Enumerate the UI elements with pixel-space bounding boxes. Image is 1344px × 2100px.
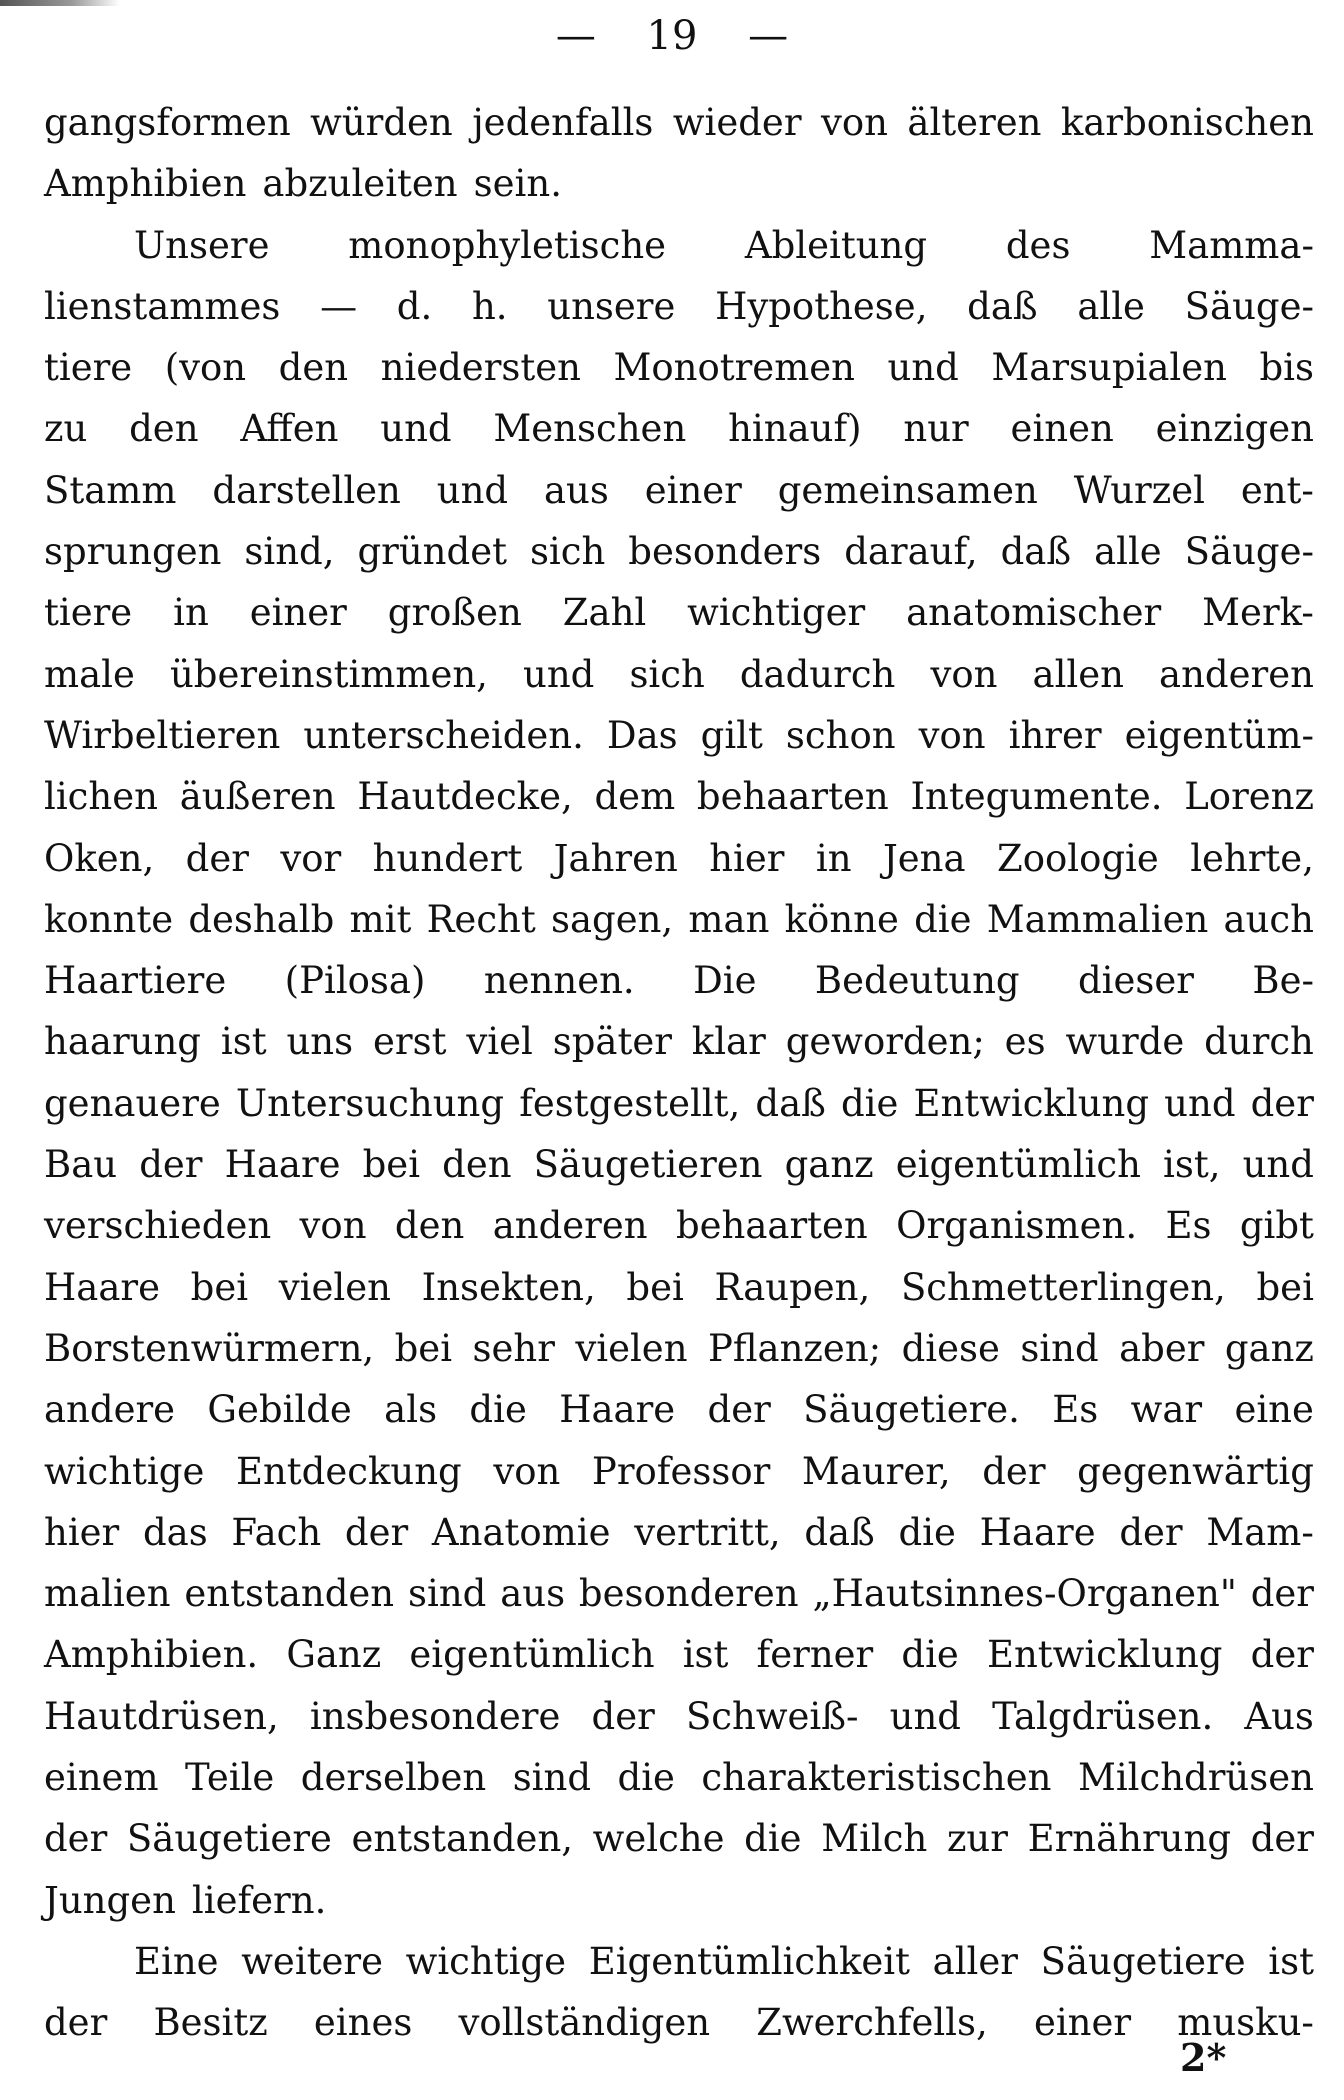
word: wichtige [44, 1449, 205, 1493]
word: vielen [575, 1326, 688, 1370]
word: gangsformen [44, 101, 291, 144]
word: — [320, 284, 358, 328]
word: Fach [231, 1510, 322, 1554]
word: genauere [44, 1081, 221, 1125]
word: lienstammes [44, 284, 281, 328]
word: Marsupialen [991, 346, 1227, 390]
word: Säugetieren [533, 1143, 763, 1187]
word: sich [529, 530, 606, 574]
word: Amphibien [44, 162, 247, 206]
word: charakteristischen [701, 1756, 1052, 1800]
word: Mam- [1206, 1510, 1314, 1554]
word: Bau [44, 1143, 118, 1187]
word: unsere [547, 284, 676, 328]
word: Affen [240, 407, 339, 451]
word: aus [543, 468, 609, 512]
word: Pflanzen; [707, 1326, 882, 1370]
word: gemeinsamen [777, 468, 1038, 512]
word: alle [1077, 284, 1145, 328]
word: Aus [1244, 1694, 1314, 1738]
word: Besitz [153, 2001, 268, 2045]
word: Zwerchfells, [756, 2001, 988, 2045]
word: zu [44, 407, 88, 451]
text-line [44, 705, 1314, 766]
word: sich [629, 652, 705, 696]
word: insbesondere [309, 1694, 561, 1738]
word: Talgdrüsen. [992, 1694, 1214, 1738]
word: Borstenwürmern, [44, 1326, 375, 1370]
text-line [44, 92, 1314, 153]
word: von [299, 1204, 367, 1248]
word: Es [1165, 1204, 1212, 1248]
word: lichen [44, 775, 158, 819]
word: Säugetiere. [803, 1388, 1020, 1432]
word: andere [44, 1388, 176, 1432]
word: mit [349, 897, 412, 941]
text-line [44, 889, 1314, 950]
word: gegenwärtig [1077, 1449, 1314, 1493]
word: bei [394, 1326, 453, 1370]
text-line [44, 521, 1314, 582]
word: weitere [241, 1939, 383, 1983]
word: ihrer [1008, 713, 1102, 757]
word: h. [471, 284, 508, 328]
header-dash-right: — [748, 13, 789, 59]
word: Haare [559, 1388, 676, 1432]
word: Eigentümlichkeit [588, 1939, 910, 1983]
text-line [44, 1563, 1314, 1624]
word: Teile [185, 1756, 275, 1800]
text-line [44, 1441, 1314, 1502]
word: den [442, 1143, 512, 1187]
word: die [617, 1756, 675, 1800]
word: in [173, 591, 209, 635]
word: vielen [278, 1265, 391, 1309]
word: großen [387, 591, 522, 635]
word: Eine [134, 1939, 219, 1983]
word: Integumente. [910, 775, 1163, 819]
word: sehr [472, 1326, 555, 1370]
word: anatomischer [906, 591, 1162, 635]
word: alle [1094, 530, 1162, 574]
word: Professor [591, 1449, 771, 1493]
word: den [129, 407, 199, 451]
word: die [744, 1817, 802, 1861]
word: bei [626, 1265, 684, 1309]
text-line [44, 766, 1314, 827]
word: Unsere [134, 223, 270, 267]
word: Hypothese, [715, 284, 928, 328]
word: sein. [473, 162, 562, 206]
word: anderen [1159, 652, 1314, 696]
word: einer [249, 591, 347, 635]
word: bei [1256, 1265, 1314, 1309]
word: man [688, 897, 770, 941]
word: der [139, 1143, 203, 1187]
word: Ableitung [744, 223, 928, 267]
word: von [820, 101, 888, 144]
text-line [44, 1195, 1314, 1256]
word: eines [313, 2001, 413, 2045]
word: behaarten [696, 775, 889, 819]
word: und [889, 1694, 961, 1738]
word: Be- [1252, 959, 1314, 1003]
word: schon [785, 713, 896, 757]
word: und [436, 468, 509, 512]
word: der [1250, 1081, 1314, 1125]
word: eigentümlich [895, 1143, 1141, 1187]
word: entstanden [184, 1572, 395, 1616]
text-line [44, 215, 1314, 276]
text-line [44, 1379, 1314, 1440]
word: Hautdecke, [357, 775, 573, 819]
word: von [930, 652, 998, 696]
word: darstellen [212, 468, 401, 512]
word: und [1242, 1143, 1314, 1187]
word: sind, [244, 530, 335, 574]
text-line [44, 1870, 1314, 1931]
word: Insekten, [421, 1265, 596, 1309]
word: Das [606, 713, 678, 757]
header-dash-left: — [555, 13, 596, 59]
word: Mamma- [1149, 223, 1314, 267]
word: der [591, 1694, 655, 1738]
word: und [523, 652, 595, 696]
word: besonders [628, 530, 822, 574]
word: uns [286, 1020, 354, 1064]
word: bei [190, 1265, 249, 1309]
word: der [982, 1449, 1046, 1493]
word: eigentümlich [409, 1633, 655, 1677]
word: zur [946, 1817, 1008, 1861]
word: Ernährung [1027, 1817, 1232, 1861]
word: die [469, 1388, 527, 1432]
word: den [394, 1204, 465, 1248]
word: später [552, 1020, 672, 1064]
word: Jena [882, 836, 966, 880]
word: Merk- [1202, 591, 1314, 635]
word: der [344, 1510, 409, 1554]
word: entstanden, [351, 1817, 574, 1861]
word: die [898, 1510, 956, 1554]
word: daß [1000, 530, 1072, 574]
text-line [44, 1624, 1314, 1685]
word: wurde [1065, 1020, 1185, 1064]
word: einen [1010, 407, 1114, 451]
word: Bedeutung [814, 959, 1020, 1003]
word: von [493, 1449, 561, 1493]
word: daß [967, 284, 1038, 328]
word: aber [1119, 1326, 1205, 1370]
word: Säuge- [1184, 284, 1314, 328]
word: Anatomie [431, 1510, 611, 1554]
word: wichtige [405, 1939, 567, 1983]
text-line [44, 828, 1314, 889]
word: daß [804, 1510, 875, 1554]
word: Oken, [44, 836, 155, 880]
text-line [44, 644, 1314, 705]
word: ist [1268, 1939, 1314, 1983]
word: übereinstimmen, [169, 652, 488, 696]
word: dieser [1077, 959, 1194, 1003]
word: besonderen [578, 1572, 799, 1616]
word: Jahren [553, 836, 678, 880]
word: einem [44, 1756, 159, 1800]
word: abzuleiten [262, 162, 458, 206]
word: auch [1223, 897, 1314, 941]
text-line [44, 276, 1314, 337]
word: aller [932, 1939, 1018, 1983]
word: würden [310, 101, 453, 144]
word: und [887, 346, 959, 390]
text-line [44, 582, 1314, 643]
word: ganz [1224, 1326, 1314, 1370]
word: verschieden [44, 1204, 272, 1248]
word: und [1164, 1081, 1236, 1125]
word: vertritt, [634, 1510, 781, 1554]
word: Es [1052, 1388, 1099, 1432]
word: Milch [821, 1817, 928, 1861]
word: in [815, 836, 852, 880]
text-line [44, 1011, 1314, 1072]
word: hundert [372, 836, 523, 880]
text-line [44, 1931, 1314, 1992]
body-text [44, 92, 1314, 2054]
text-line [44, 1073, 1314, 1134]
text-line [44, 1257, 1314, 1318]
word: Gebilde [207, 1388, 352, 1432]
word: des [1005, 223, 1071, 267]
text-line [44, 1992, 1314, 2053]
text-line [44, 460, 1314, 521]
word: Organismen. [896, 1204, 1138, 1248]
word: Untersuchung [235, 1081, 505, 1125]
word: der [44, 2001, 108, 2045]
word: diese [901, 1326, 1000, 1370]
word: Maurer, [801, 1449, 951, 1493]
word: war [1130, 1388, 1203, 1432]
word: einer [1033, 2001, 1132, 2045]
word: Ganz [286, 1633, 382, 1677]
word: sind [408, 1572, 487, 1616]
word: gilt [700, 713, 763, 757]
word: „Hautsinnes-Organen" [812, 1572, 1237, 1616]
word: der [1119, 1510, 1183, 1554]
word: als [384, 1388, 438, 1432]
word: ist [682, 1633, 729, 1677]
word: die [901, 1633, 959, 1677]
word: einer [644, 468, 742, 512]
text-line [44, 153, 1314, 214]
word: sprungen [44, 530, 222, 574]
word: Lorenz [1184, 775, 1314, 819]
word: d. [396, 284, 433, 328]
word: behaarten [675, 1204, 868, 1248]
word: anderen [492, 1204, 648, 1248]
word: welche [592, 1817, 725, 1861]
word: nur [903, 407, 969, 451]
word: der [185, 836, 249, 880]
word: Jungen [44, 1878, 176, 1922]
word: Amphibien. [44, 1633, 259, 1677]
word: die [840, 1081, 899, 1125]
word: ferner [756, 1633, 874, 1677]
word: eigentüm- [1124, 713, 1314, 757]
word: der [1250, 1572, 1314, 1616]
word: liefern. [191, 1878, 327, 1922]
word: älteren [907, 101, 1042, 144]
word: und [380, 407, 452, 451]
word: Säuge- [1184, 530, 1314, 574]
word: ist, [1163, 1143, 1221, 1187]
word: Säugetiere [126, 1817, 332, 1861]
word: die [914, 897, 972, 941]
word: tiere [44, 591, 133, 635]
word: der [44, 1817, 108, 1861]
word: Monotremen [613, 346, 856, 390]
word: dem [594, 775, 676, 819]
word: Entwicklung [986, 1633, 1223, 1677]
word: klar [691, 1020, 766, 1064]
word: aus [500, 1572, 566, 1616]
word: Stamm [44, 468, 177, 512]
word: Haartiere [44, 959, 227, 1003]
word: Haare [224, 1143, 341, 1187]
word: Schweiß- [685, 1694, 859, 1738]
word: unterscheiden. [303, 713, 584, 757]
word: Mammalien [986, 897, 1209, 941]
word: den [278, 346, 349, 390]
word: niedersten [380, 346, 581, 390]
text-line [44, 337, 1314, 398]
word: Recht [426, 897, 536, 941]
word: allen [1032, 652, 1124, 696]
word: ent- [1240, 468, 1314, 512]
signature-mark: 2* [1180, 2035, 1227, 2080]
text-line [44, 1318, 1314, 1379]
word: durch [1204, 1020, 1314, 1064]
word: gründet [357, 530, 507, 574]
word: (von [164, 346, 247, 390]
word: lehrte, [1190, 836, 1314, 880]
word: der [707, 1388, 771, 1432]
word: bis [1259, 346, 1314, 390]
word: Schmetterlingen, [900, 1265, 1226, 1309]
word: vollständigen [458, 2001, 711, 2045]
word: Raupen, [714, 1265, 871, 1309]
word: (Pilosa) [284, 959, 426, 1003]
word: Die [693, 959, 757, 1003]
word: haarung [44, 1020, 201, 1064]
word: Milchdrüsen [1077, 1756, 1314, 1800]
word: derselben [300, 1756, 487, 1800]
word: von [918, 713, 986, 757]
word: Menschen [493, 407, 687, 451]
word: äußeren [179, 775, 336, 819]
page-number: 19 [646, 13, 698, 59]
word: Wirbeltieren [44, 713, 281, 757]
word: hinauf) [728, 407, 862, 451]
word: hier [44, 1510, 120, 1554]
word: viel [466, 1020, 533, 1064]
word: sind [1020, 1326, 1099, 1370]
word: festgestellt, [519, 1081, 741, 1125]
text-line [44, 1134, 1314, 1195]
text-line [44, 1747, 1314, 1808]
word: geworden; [785, 1020, 985, 1064]
word: gibt [1239, 1204, 1314, 1248]
word: karbonischen [1060, 101, 1314, 144]
word: malien [44, 1572, 171, 1616]
word: wieder [672, 101, 802, 144]
word: ist [220, 1020, 267, 1064]
word: Haare [979, 1510, 1096, 1554]
word: Hautdrüsen, [44, 1694, 279, 1738]
word: konnte [44, 897, 174, 941]
text-line [44, 950, 1314, 1011]
word: ganz [784, 1143, 874, 1187]
word: nennen. [483, 959, 635, 1003]
word: Zoologie [996, 836, 1159, 880]
word: Wurzel [1073, 468, 1205, 512]
word: hier [709, 836, 785, 880]
text-line [44, 1686, 1314, 1747]
word: der [1250, 1633, 1314, 1677]
word: sind [512, 1756, 592, 1800]
word: erst [373, 1020, 447, 1064]
word: das [142, 1510, 208, 1554]
word: male [44, 652, 135, 696]
word: bei [362, 1143, 421, 1187]
word: darauf, [844, 530, 978, 574]
word: der [1250, 1817, 1314, 1861]
word: Zahl [562, 591, 647, 635]
word: Säugetiere [1040, 1939, 1246, 1983]
word: wichtiger [687, 591, 866, 635]
page-header [0, 6, 1344, 66]
word: Haare [44, 1265, 160, 1309]
word: deshalb [188, 897, 335, 941]
text-line [44, 1808, 1314, 1869]
word: dadurch [739, 652, 896, 696]
text-line [44, 1502, 1314, 1563]
word: eine [1234, 1388, 1314, 1432]
word: es [1004, 1020, 1046, 1064]
word: Entwicklung [913, 1081, 1150, 1125]
word: musku- [1177, 2001, 1314, 2045]
word: Entdeckung [235, 1449, 462, 1493]
word: sagen, [550, 897, 674, 941]
word: daß [755, 1081, 826, 1125]
word: könne [784, 897, 899, 941]
word: einzigen [1155, 407, 1314, 451]
text-line [44, 398, 1314, 459]
word: jedenfalls [472, 101, 654, 144]
word: tiere [44, 346, 133, 390]
word: monophyletische [348, 223, 667, 267]
word: vor [280, 836, 342, 880]
